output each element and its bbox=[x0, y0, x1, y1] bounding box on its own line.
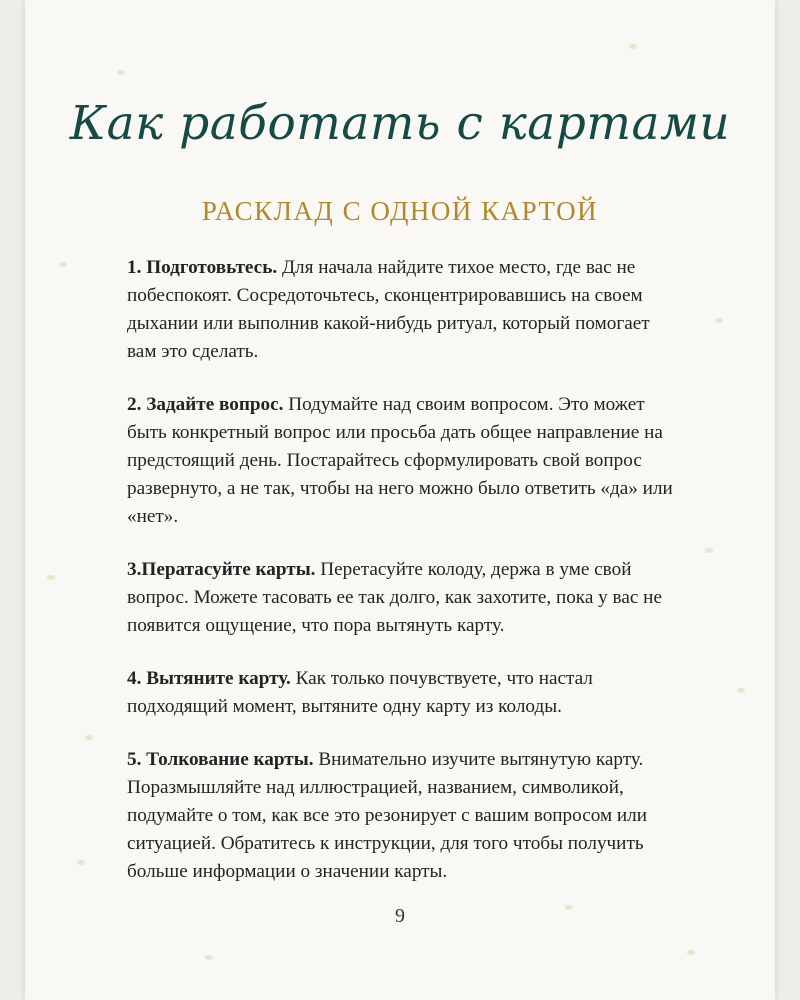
paper-speck bbox=[205, 955, 213, 960]
paper-speck bbox=[705, 548, 713, 553]
paper-speck bbox=[77, 860, 85, 865]
step-text: Для начала найдите тихое место, где вас не побеспокоят. Сосредоточьтесь, сконцентрировавшись на своем дыхании или выполнив какой-нибудь ритуал, который помогает вам это сделать. bbox=[127, 257, 650, 362]
paper-speck bbox=[715, 318, 723, 323]
step-text: Как только почувствуете, что настал подходящий момент, вытяните одну карту из колоды. bbox=[127, 668, 593, 717]
paper-speck bbox=[47, 575, 55, 580]
step-heading: 3.Ператасуйте карты. bbox=[127, 559, 316, 580]
step-text: Внимательно изучите вытянутую карту. Поразмышляйте над иллюстрацией, названием, символикой, подумайте о том, как все это резонирует с вашим вопросом или ситуацией. Обратитесь к инструкции, для того чтобы получить больше информации о значении карты. bbox=[127, 749, 648, 882]
step-text: Перетасуйте колоду, держа в уме свой вопрос. Можете тасовать ее так долго, как захотите, пока у вас не появится ощущение, что пора вытянуть карту. bbox=[127, 559, 662, 636]
step-item bbox=[127, 746, 679, 886]
paper-speck bbox=[85, 735, 93, 740]
step-item bbox=[127, 556, 679, 640]
paper-speck bbox=[687, 950, 695, 955]
step-heading: 5. Толкование карты. bbox=[127, 749, 314, 770]
page-title: Как работать с картами bbox=[69, 96, 731, 151]
paper-speck bbox=[629, 44, 637, 49]
book-page bbox=[25, 0, 775, 1000]
step-heading: 2. Задайте вопрос. bbox=[127, 394, 284, 415]
paper-speck bbox=[737, 688, 745, 693]
step-item bbox=[127, 391, 679, 531]
step-heading: 4. Вытяните карту. bbox=[127, 668, 291, 689]
section-subtitle: РАСКЛАД С ОДНОЙ КАРТОЙ bbox=[201, 196, 599, 226]
paper-speck bbox=[117, 70, 125, 75]
steps-list bbox=[127, 254, 679, 911]
step-text: Подумайте над своим вопросом. Это может быть конкретный вопрос или просьба дать общее направление на предстоящий день. Постарайтесь сформулировать свой вопрос развернуто, а не так, чтобы на него можно было ответить «да» или «нет». bbox=[127, 394, 673, 527]
paper-speck bbox=[59, 262, 67, 267]
step-item bbox=[127, 254, 679, 366]
step-heading: 1. Подготовьтесь. bbox=[127, 257, 278, 278]
page-number: 9 bbox=[395, 905, 405, 927]
step-item bbox=[127, 665, 679, 721]
